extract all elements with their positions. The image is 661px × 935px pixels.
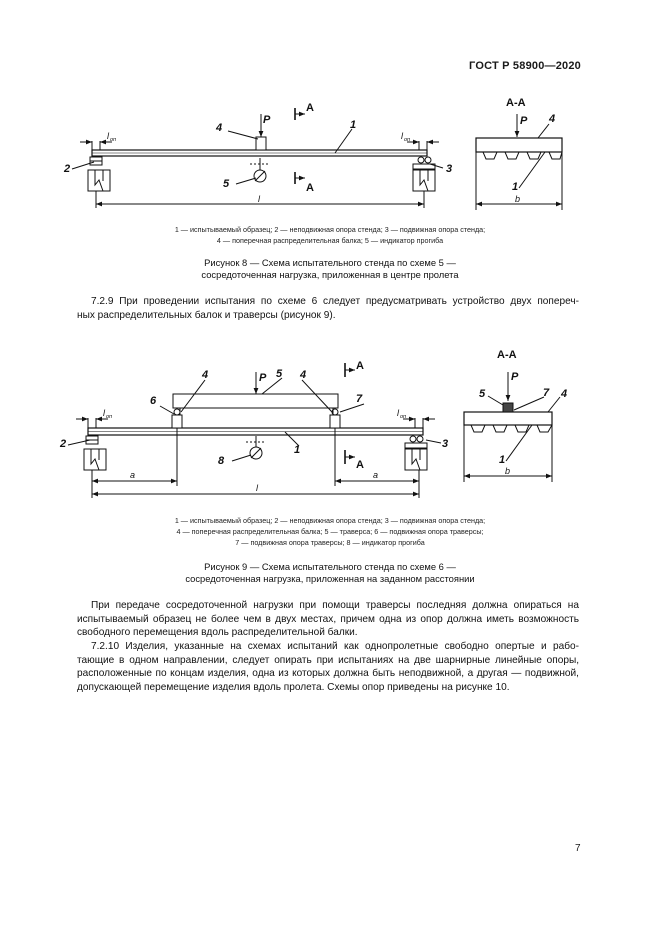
paragraph-7-2-9 bbox=[77, 295, 579, 322]
fig9-label-8: 8 bbox=[218, 455, 225, 467]
fig8-label-4: 4 bbox=[216, 122, 223, 134]
fig8-section-view-title: А-А bbox=[506, 97, 526, 109]
page-number: 7 bbox=[575, 843, 581, 854]
figure-9-caption bbox=[80, 561, 580, 585]
fig8-label-1: 1 bbox=[350, 119, 357, 131]
fig8-sv-width: b bbox=[515, 194, 521, 204]
paragraph-line: При передаче сосредоточенной нагрузки при помощи траверсы последняя должна опираться на bbox=[91, 600, 579, 611]
figure-8-caption-line: сосредоточенная нагрузка, приложенная в центре пролета bbox=[201, 269, 459, 280]
paragraph-line: тающие в одном направлении, следует опирать при испытаниях на две шарнирные линейные опоры, bbox=[77, 654, 579, 666]
fig8-label-3: 3 bbox=[446, 163, 453, 175]
figure-9-drawing bbox=[0, 340, 661, 510]
fig9-dim-a-right: a bbox=[373, 470, 379, 480]
distribution-beam bbox=[330, 415, 340, 428]
figure-9-caption-line: сосредоточенная нагрузка, приложенная на заданном расстоянии bbox=[185, 573, 475, 584]
fixed-support bbox=[88, 157, 110, 191]
fig9-label-4-right: 4 bbox=[300, 369, 307, 381]
fig9-overhang-left-sub: оп bbox=[106, 414, 113, 420]
paragraph-line: ных распределительных балок и траверсы (рисунок 9). bbox=[77, 309, 336, 321]
fig8-span-label: l bbox=[258, 194, 260, 204]
fig8-label-2: 2 bbox=[64, 163, 71, 175]
figure-8-drawing bbox=[0, 85, 661, 215]
fig8-label-5: 5 bbox=[223, 178, 230, 190]
fig8-overhang-right-sub: оп bbox=[404, 137, 411, 143]
fig9-overhang-right-sub: оп bbox=[400, 414, 407, 420]
fig9-span-label: l bbox=[256, 483, 258, 493]
fig9-label-2: 2 bbox=[60, 438, 67, 450]
traverse bbox=[173, 394, 338, 408]
movable-support bbox=[413, 157, 435, 191]
figure-8-legend-line: 4 — поперечная распределительная балка; 5 — индикатор прогиба bbox=[216, 236, 444, 245]
traverse-support bbox=[174, 409, 180, 415]
fig8-sv-label-p: P bbox=[520, 115, 528, 127]
fig9-sv-label-1: 1 bbox=[499, 454, 506, 466]
paragraph-7-2-10 bbox=[77, 640, 579, 694]
paragraph-line: 7.2.9 При проведении испытания по схеме 6 следует предусматривать устройство двух попереч- bbox=[91, 296, 579, 307]
paragraph-line: 7.2.10 Изделия, указанные на схемах испытаний как однопролетные свободно опертые и рабо- bbox=[91, 641, 579, 652]
figure-9-legend bbox=[80, 515, 580, 548]
paragraph-line: испытываемый образец не более чем в двух местах, причем одна из опор должна иметь возможность bbox=[77, 613, 579, 625]
fig8-overhang-right: l bbox=[401, 131, 403, 141]
figure-8-caption bbox=[80, 257, 580, 281]
paragraph-line: допускающей перемещение изделия вдоль пролета. Схемы опор приведены на рисунке 10. bbox=[77, 681, 510, 693]
figure-8-caption-line: Рисунок 8 — Схема испытательного стенда по схеме 5 — bbox=[204, 257, 456, 268]
figure-9-legend-line: 1 — испытываемый образец; 2 — неподвижная опора стенда; 3 — подвижная опора стенда; bbox=[174, 516, 486, 525]
fig8-overhang-left-sub: оп bbox=[110, 137, 117, 143]
section-slab bbox=[464, 412, 552, 425]
fig9-sv-label-4: 4 bbox=[561, 388, 568, 400]
fig8-section-top: А bbox=[306, 102, 314, 114]
section-traverse bbox=[503, 403, 513, 412]
fig9-sv-label-5: 5 bbox=[479, 388, 486, 400]
fig8-sv-label-1: 1 bbox=[512, 181, 519, 193]
fig8-sv-label-4: 4 bbox=[549, 113, 556, 125]
document-header: ГОСТ Р 58900—2020 bbox=[469, 60, 581, 72]
fig9-section-top: А bbox=[356, 360, 364, 372]
paragraph-line: свободного перемещения вдоль распределительной балки. bbox=[77, 627, 358, 639]
fig9-label-1: 1 bbox=[294, 444, 301, 456]
section-slab bbox=[476, 138, 562, 152]
fig9-overhang-right: l bbox=[397, 408, 399, 418]
fig9-overhang-left: l bbox=[103, 408, 105, 418]
fig9-section-view-title: А-А bbox=[497, 349, 517, 361]
fig9-sv-label-7: 7 bbox=[543, 387, 550, 399]
figure-9-legend-line: 7 — подвижная опора траверсы; 8 — индикатор прогиба bbox=[235, 538, 425, 547]
fig9-label-5: 5 bbox=[276, 368, 283, 380]
fig9-sv-width: b bbox=[505, 466, 511, 476]
movable-support bbox=[405, 436, 427, 470]
fig9-label-7: 7 bbox=[356, 393, 363, 405]
distribution-beam bbox=[172, 415, 182, 428]
fig9-label-6: 6 bbox=[150, 395, 157, 407]
figure-9-caption-line: Рисунок 9 — Схема испытательного стенда по схеме 6 — bbox=[204, 561, 456, 572]
figure-8-legend bbox=[80, 224, 580, 246]
fig9-sv-label-p: P bbox=[511, 371, 519, 383]
fig9-dim-a-left: a bbox=[130, 470, 136, 480]
fig8-label-p: P bbox=[263, 114, 271, 126]
paragraph-line: расположенные по концам изделия, одна из которых должна быть неподвижной, а другая — подвижной, bbox=[77, 668, 579, 680]
fig9-label-p: P bbox=[259, 372, 267, 384]
fig8-section-bottom: А bbox=[306, 182, 314, 194]
fig9-section-bottom: А bbox=[356, 459, 364, 471]
figure-8-legend-line: 1 — испытываемый образец; 2 — неподвижная опора стенда; 3 — подвижная опора стенда; bbox=[174, 225, 486, 234]
fig8-overhang-left: l bbox=[107, 131, 109, 141]
fig9-label-4-left: 4 bbox=[202, 369, 209, 381]
fig9-label-3: 3 bbox=[442, 438, 449, 450]
figure-9-legend-line: 4 — поперечная распределительная балка; 5 — траверса; 6 — подвижная опора траверсы; bbox=[176, 527, 484, 536]
paragraph-traverse bbox=[77, 599, 579, 640]
